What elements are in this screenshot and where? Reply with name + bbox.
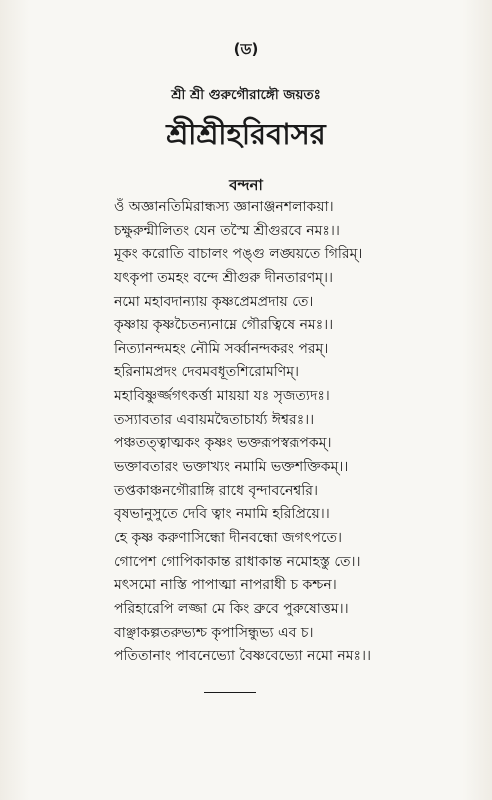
verse-line: মৎসমো নাস্তি পাপাত্মা নাপরাধী চ কশ্চন। <box>114 577 337 594</box>
invocation-line: শ্রী শ্রী গুরুগৌরাঙ্গৌ জয়তঃ <box>171 87 321 103</box>
verse-line: বৃষভানুসুতে দেবি ত্বাং নমামি হরিপ্রিয়ে।। <box>114 506 330 523</box>
page-number: (ড) <box>233 40 259 58</box>
verse-line: চক্ষুরুন্মীলিতং যেন তস্মৈ শ্রীগুরবে নমঃ।। <box>114 222 340 239</box>
section-heading: বন্দনা <box>229 176 263 194</box>
verse-line: মূকং করোতি বাচালং পঙ্গু লঙ্ঘয়তে গিরিম্। <box>114 246 363 263</box>
verse-line: ওঁ অজ্ঞানতিমিরান্ধস্য জ্ঞানাঞ্জনশলাকয়া। <box>114 199 334 215</box>
verse-line: হে কৃষ্ণ করুণাসিন্ধো দীনবন্ধো জগৎপতে। <box>114 529 342 546</box>
verse-line: পতিতানাং পাবনেভ্যো বৈষ্ণবেভ্যো নমো নমঃ।। <box>114 648 371 665</box>
verse-line: তস্যাবতার এবায়মদ্বৈতাচার্য্য ঈশ্বরঃ।। <box>114 411 315 428</box>
verse-line: পঞ্চতত্ত্বাত্মকং কৃষ্ণং ভক্তরূপস্বরূপকম্। <box>114 435 332 452</box>
verse-line: মহাবিষ্ণুর্জ্জগৎকর্ত্তা মায়য়া যঃ সৃজত্যদঃ। <box>114 388 330 405</box>
verse-line: ভক্তাবতারং ভক্তাখ্যং নমামি ভক্তশক্তিকম্।। <box>114 459 349 476</box>
verse-line: বাঞ্ছাকল্পতরুভ্যশ্চ কৃপাসিন্ধুভ্য এব চ। <box>114 624 314 641</box>
verse-line: গোপেশ গোপিকাকান্ত রাধাকান্ত নমোহস্তু তে।। <box>114 553 361 570</box>
verse-line: যৎকৃপা তমহং বন্দে শ্রীগুরু দীনতারণম্।। <box>114 269 333 286</box>
verse-line: নমো মহাবদান্যায় কৃষ্ণপ্রেমপ্রদায় তে। <box>114 293 314 310</box>
page-title: শ্রীশ্রীহরিবাসর <box>166 117 326 151</box>
verse-line: তপ্তকাঞ্চনগৌরাঙ্গি রাধে বৃন্দাবনেশ্বরি। <box>114 482 319 499</box>
end-divider <box>204 692 256 693</box>
verse-list <box>114 196 484 669</box>
verse-line: পরিহারেপি লজ্জা মে কিং ব্রুবে পুরুষোত্তম।। <box>114 600 349 617</box>
verse-line: হরিনামপ্রদং দেবমবধূতশিরোমণিম্। <box>114 364 299 381</box>
verse-line: কৃষ্ণায় কৃষ্ণচৈতন্যনাম্নে গৌরত্বিষে নমঃ।। <box>114 317 334 334</box>
verse-line: নিত্যানন্দমহং নৌমি সর্ব্বানন্দকরং পরম্। <box>114 340 329 357</box>
